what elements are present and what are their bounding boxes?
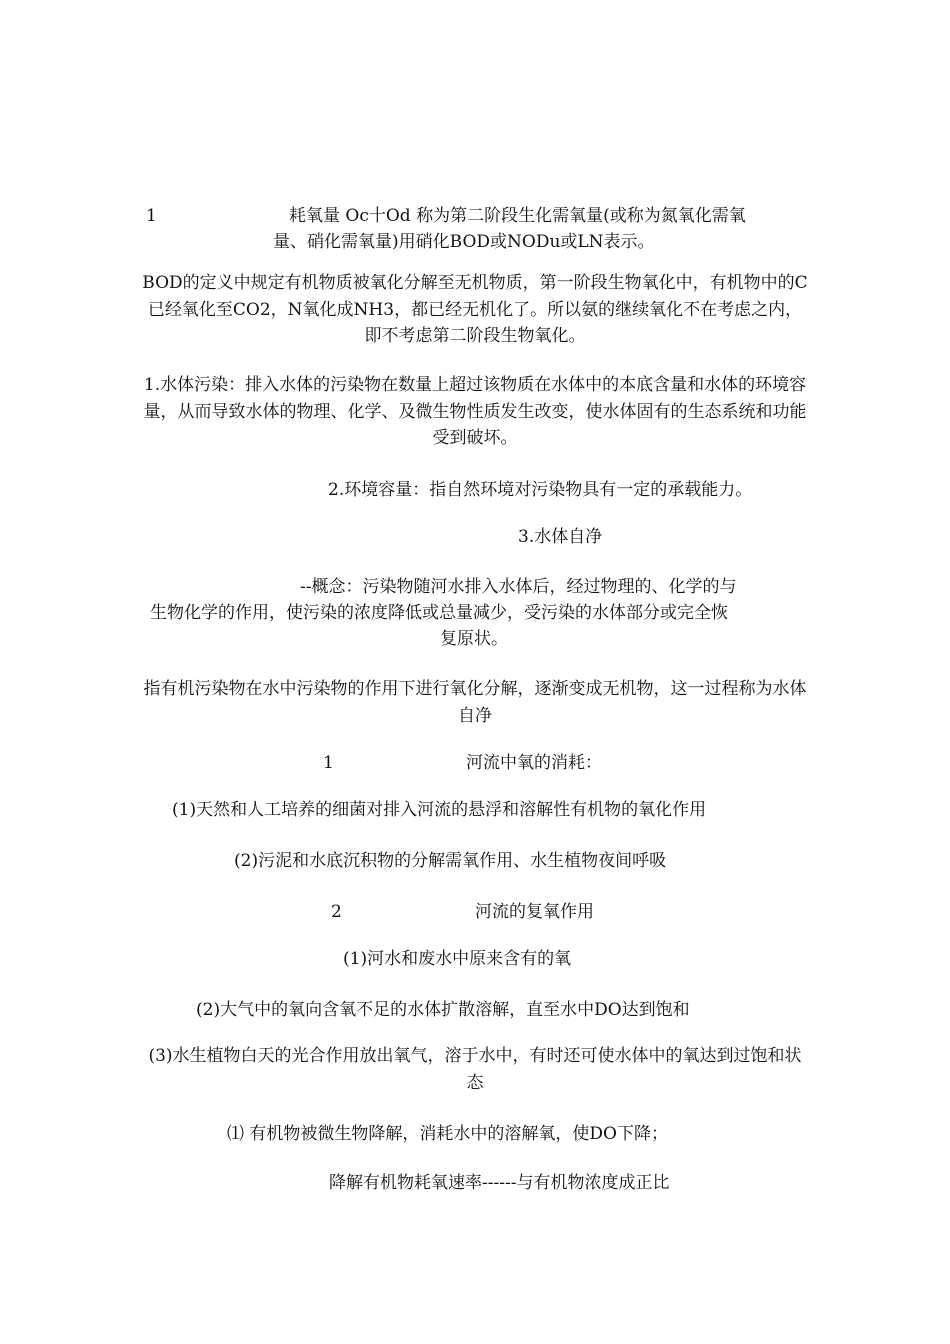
self-purification-heading: 3.水体自净	[518, 527, 603, 547]
oxygen-consumption-heading: 河流中氧的消耗：	[466, 753, 602, 773]
reaeration-item-1: (1)河水和废水中原来含有的氧	[343, 949, 572, 969]
water-pollution-paragraph: 1.水体污染：排入水体的污染物在数量上超过该物质在水体中的本底含量和水体的环境容量，从而导致水体的物理、化学、及微生物性质发生改变，使水体固有的生态系统和功能受到破坏。	[143, 375, 807, 448]
concept-line-1: --概念：污染物随河水排入水体后，经过物理的、化学的与	[300, 577, 737, 597]
block-1-line-1: 耗氧量 Oc十Od 称为第二阶段生化需氧量(或称为氮氧化需氧	[289, 206, 746, 226]
consumption-item-2: (2)污泥和水底沉积物的分解需氧作用、水生植物夜间呼吸	[234, 851, 667, 871]
consumption-item-1: (1)天然和人工培养的细菌对排入河流的悬浮和溶解性有机物的氧化作用	[172, 800, 707, 820]
oxygen-consumption-number: 1	[323, 753, 334, 773]
reaeration-heading: 河流的复氧作用	[475, 902, 594, 922]
environmental-capacity-line: 2.环境容量：指自然环境对污染物具有一定的承载能力。	[328, 480, 753, 500]
concept-line-2: 生物化学的作用，使污染的浓度降低或总量减少，受污染的水体部分或完全恢	[150, 603, 728, 623]
concept-line-3: 复原状。	[440, 629, 508, 649]
reaeration-item-3: (3)水生植物白天的光合作用放出氧气，溶于水中，有时还可使水体中的氧达到过饱和状态	[148, 1046, 802, 1093]
degradation-rate-line: 降解有机物耗氧速率------与有机物浓度成正比	[329, 1173, 670, 1193]
bod-definition-paragraph: BOD的定义中规定有机物质被氧化分解至无机物质，第一阶段生物氧化中，有机物中的C已经氧化至CO2，N氧化成NH3，都已经无机化了。所以氨的继续氧化不在考虑之内，即不考虑第二阶段生物氧化。	[142, 273, 808, 346]
reaeration-item-2: (2)大气中的氧向含氧不足的水体扩散溶解，直至水中DO达到饱和	[196, 1000, 690, 1020]
organic-degradation-line: ⑴ 有机物被微生物降解，消耗水中的溶解氧，使DO下降；	[227, 1124, 668, 1144]
self-purification-definition: 指有机污染物在水中污染物的作用下进行氧化分解，逐渐变成无机物，这一过程称为水体自净	[143, 679, 807, 726]
block-1-line-2: 量、硝化需氧量)用硝化BOD或NODu或LN表示。	[273, 232, 655, 252]
block-1-number: 1	[146, 206, 157, 226]
reaeration-number: 2	[331, 902, 342, 922]
